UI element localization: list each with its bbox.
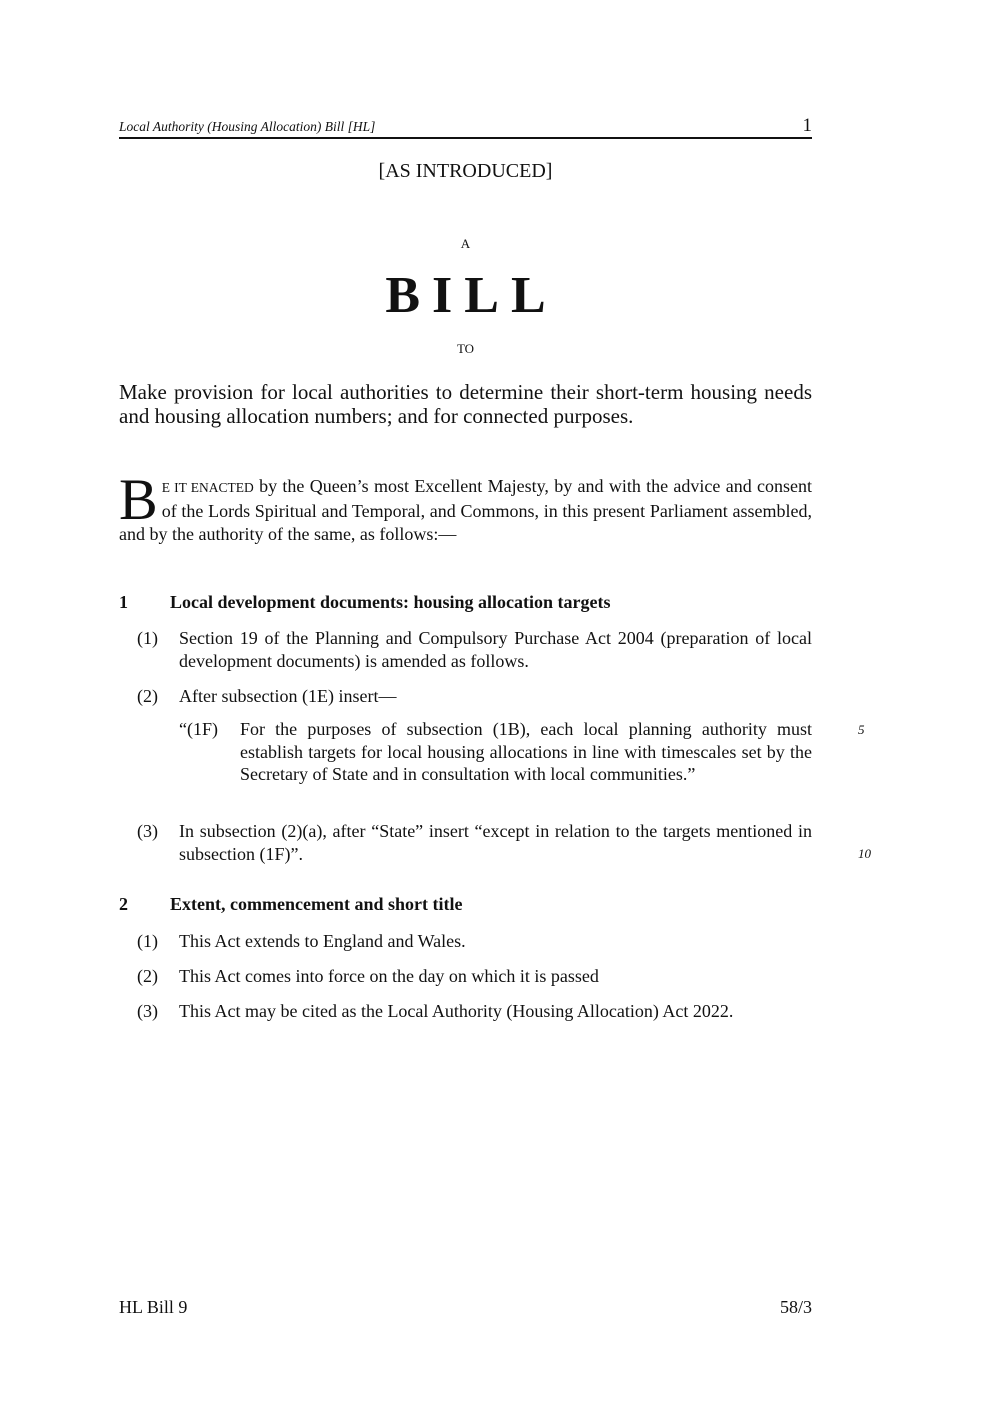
footer-print-reference: 58/3 bbox=[779, 1297, 812, 1317]
subsection bbox=[137, 1000, 812, 1023]
clause-title: Extent, commencement and short title bbox=[170, 894, 463, 914]
clause-title: Local development documents: housing allocation targets bbox=[170, 592, 611, 612]
subsection bbox=[137, 820, 812, 865]
subsection-text: For the purposes of subsection (1B), each local planning authority must establish targets for local housing allocations in line with timescales set by the Secretary of State and in consultation with local communities.” bbox=[240, 719, 812, 784]
subsection-text: This Act comes into force on the day on which it is passed bbox=[179, 966, 599, 986]
footer-bill-number: HL Bill 9 bbox=[119, 1297, 188, 1317]
line-number: 5 bbox=[858, 722, 865, 737]
page-number: 1 bbox=[802, 115, 812, 136]
subsection-text: Section 19 of the Planning and Compulsory Purchase Act 2004 (preparation of local development documents) is amended as follows. bbox=[179, 628, 812, 671]
long-title: Make provision for local authorities to determine their short-term housing needs and housing allocation numbers; and for connected purposes. bbox=[119, 380, 812, 428]
subsection-number: (2) bbox=[137, 966, 158, 986]
subsection-text: After subsection (1E) insert— bbox=[179, 686, 397, 706]
subsection-number: (1) bbox=[137, 628, 158, 648]
subsection-text: This Act extends to England and Wales. bbox=[179, 931, 466, 951]
subsection bbox=[137, 930, 812, 953]
subsection bbox=[137, 965, 812, 988]
title-bill: BILL bbox=[385, 267, 558, 324]
subsection bbox=[137, 685, 812, 708]
clause-number: 1 bbox=[119, 592, 128, 612]
drop-cap: B bbox=[119, 467, 158, 532]
subsection-number: (3) bbox=[137, 821, 158, 841]
subsection-number: (1) bbox=[137, 931, 158, 951]
subsection bbox=[137, 627, 812, 672]
subsection-number: (3) bbox=[137, 1001, 158, 1021]
enacting-smallcaps: E IT ENACTED bbox=[161, 480, 254, 495]
running-header bbox=[119, 117, 812, 139]
subsection-text: In subsection (2)(a), after “State” insert “except in relation to the targets mentioned in subsection (1F)”. bbox=[179, 821, 812, 864]
clause-number: 2 bbox=[119, 894, 128, 914]
title-a: A bbox=[460, 236, 471, 251]
inserted-subsection bbox=[179, 718, 812, 786]
line-number: 10 bbox=[858, 846, 871, 861]
enacting-text: by the Queen’s most Excellent Majesty, by and with the advice and consent of the Lords Spiritual and Temporal, and Commons, in this present Parliament assembled, and by the authority of the same, as follows:— bbox=[119, 476, 812, 544]
bill-status: [AS INTRODUCED] bbox=[378, 160, 553, 182]
running-title: Local Authority (Housing Allocation) Bill [HL] bbox=[119, 119, 376, 134]
subsection-text: This Act may be cited as the Local Authority (Housing Allocation) Act 2022. bbox=[179, 1001, 734, 1021]
title-to: TO bbox=[456, 341, 475, 356]
subsection-number: (2) bbox=[137, 686, 158, 706]
subsection-number: “(1F) bbox=[179, 719, 218, 739]
enacting-formula bbox=[119, 467, 812, 547]
